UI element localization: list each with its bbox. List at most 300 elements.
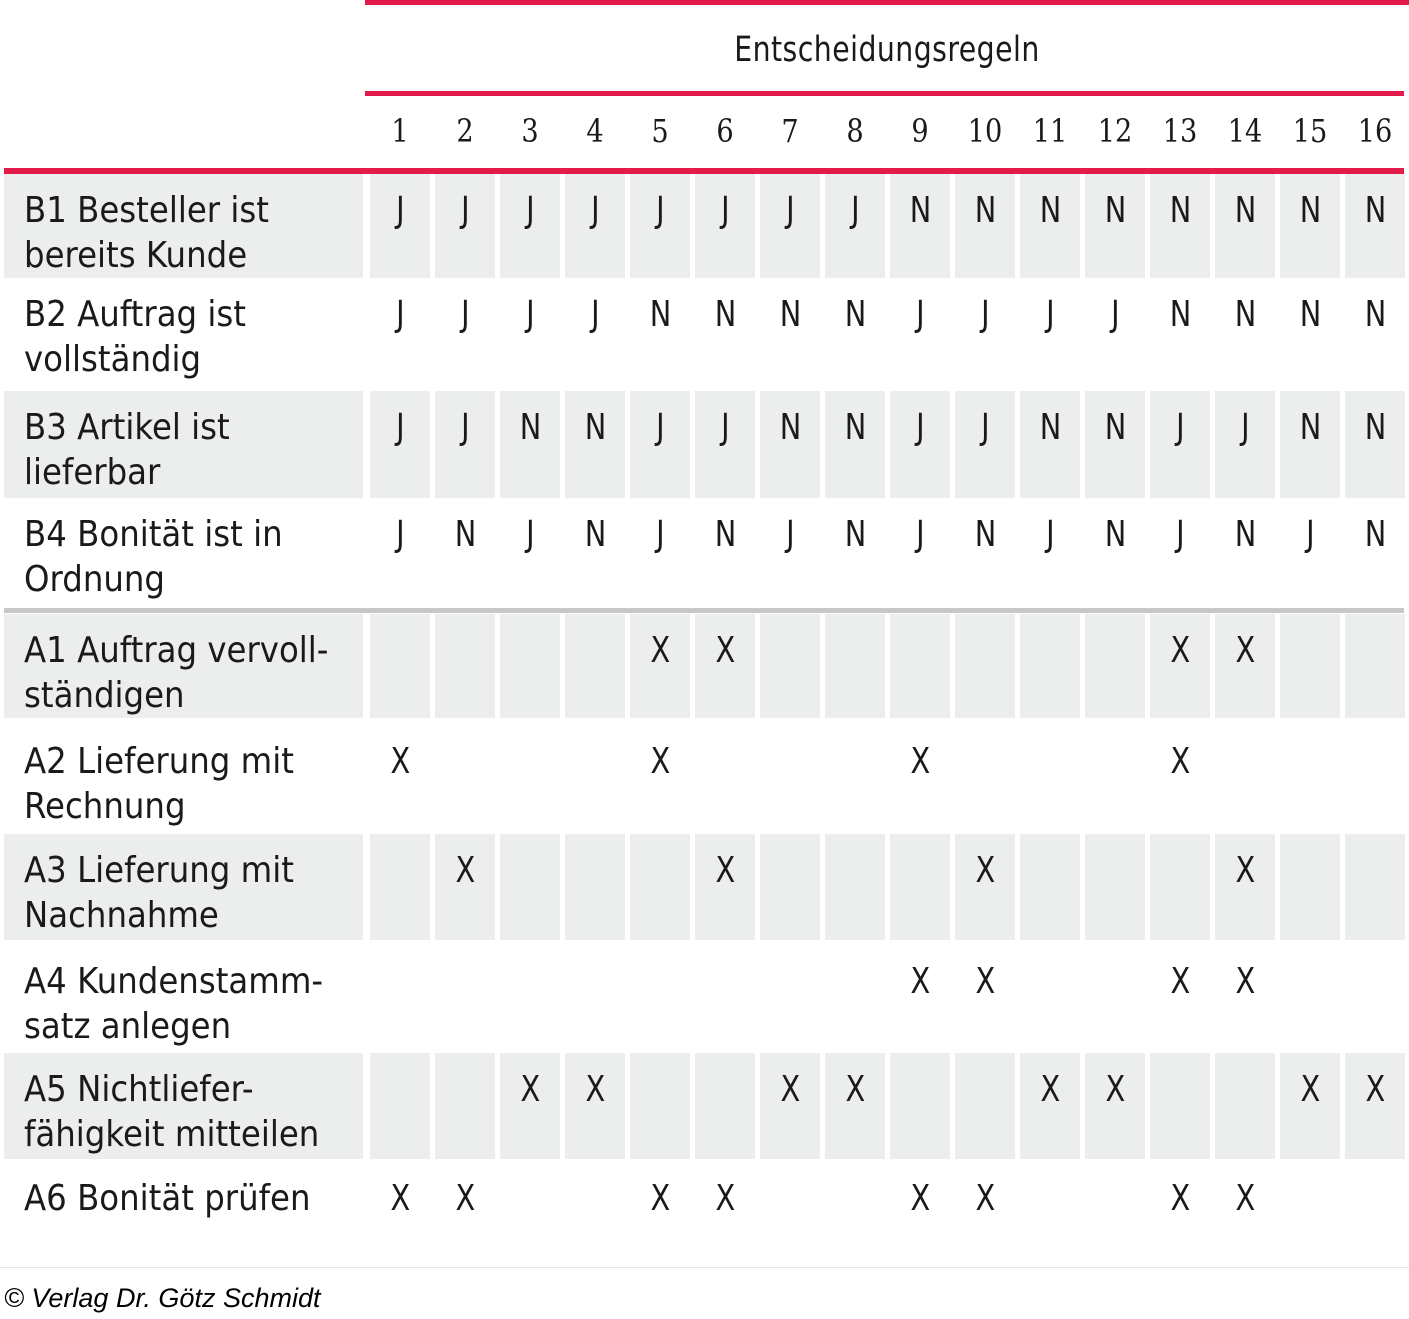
rule-cell-11 bbox=[1020, 1162, 1080, 1270]
rule-cell-8 bbox=[825, 278, 885, 388]
row-label-cell bbox=[4, 725, 363, 833]
cell-value: J bbox=[655, 514, 665, 555]
rule-cell-16 bbox=[1345, 725, 1405, 833]
rule-cell-2 bbox=[435, 614, 495, 718]
rule-cell-4 bbox=[565, 945, 625, 1052]
cell-value: J bbox=[1305, 514, 1315, 555]
rule-cell-4 bbox=[565, 725, 625, 833]
rule-cell-12 bbox=[1085, 1162, 1145, 1270]
rule-cell-14 bbox=[1215, 1162, 1275, 1270]
cell-value: N bbox=[1364, 407, 1386, 448]
condition-row-b4 bbox=[4, 498, 1404, 608]
rule-cell-11 bbox=[1020, 1053, 1080, 1159]
cell-value: J bbox=[460, 190, 470, 231]
rule-cell-7 bbox=[760, 834, 820, 940]
row-label-cell bbox=[4, 945, 363, 1052]
rule-cell-13 bbox=[1150, 834, 1210, 940]
rule-number-5: 5 bbox=[651, 112, 669, 150]
rule-cell-12 bbox=[1085, 174, 1145, 278]
cell-value: X bbox=[1170, 630, 1190, 671]
cell-value: X bbox=[390, 1178, 410, 1219]
rule-cell-8 bbox=[825, 498, 885, 608]
footer-divider bbox=[0, 1267, 1409, 1268]
row-label-cell bbox=[4, 1053, 363, 1159]
cell-value: J bbox=[1110, 294, 1120, 335]
rule-cell-13 bbox=[1150, 725, 1210, 833]
rule-number-3: 3 bbox=[521, 112, 539, 150]
rule-cell-5 bbox=[630, 278, 690, 388]
cell-value: J bbox=[590, 294, 600, 335]
rule-cell-1 bbox=[370, 1162, 430, 1270]
rule-cell-2 bbox=[435, 174, 495, 278]
rule-number-8: 8 bbox=[846, 112, 864, 150]
rule-cell-8 bbox=[825, 834, 885, 940]
rule-cell-6 bbox=[695, 725, 755, 833]
cell-value: X bbox=[520, 1069, 540, 1110]
cell-value: X bbox=[650, 741, 670, 782]
rule-cell-1 bbox=[370, 498, 430, 608]
rule-cell-11 bbox=[1020, 725, 1080, 833]
rule-cell-6 bbox=[695, 498, 755, 608]
cell-value: J bbox=[1175, 514, 1185, 555]
rule-cell-4 bbox=[565, 498, 625, 608]
rule-cell-9 bbox=[890, 391, 950, 498]
rule-cell-16 bbox=[1345, 945, 1405, 1052]
rule-cell-15 bbox=[1280, 614, 1340, 718]
rule-cell-12 bbox=[1085, 278, 1145, 388]
row-label: B2 Auftrag ist vollständig bbox=[24, 294, 247, 380]
cell-value: N bbox=[1364, 514, 1386, 555]
rule-number-13: 13 bbox=[1162, 112, 1198, 150]
cell-value: N bbox=[1234, 514, 1256, 555]
action-row-a4 bbox=[4, 945, 1404, 1052]
row-label: A3 Lieferung mit Nachnahme bbox=[24, 850, 294, 936]
cell-value: X bbox=[910, 1178, 930, 1219]
rule-cell-1 bbox=[370, 725, 430, 833]
rule-cell-14 bbox=[1215, 1053, 1275, 1159]
rule-cell-13 bbox=[1150, 391, 1210, 498]
rule-cell-3 bbox=[500, 391, 560, 498]
cell-value: X bbox=[910, 961, 930, 1002]
rule-cell-11 bbox=[1020, 614, 1080, 718]
rule-cell-3 bbox=[500, 725, 560, 833]
rule-cell-7 bbox=[760, 725, 820, 833]
rule-cell-13 bbox=[1150, 498, 1210, 608]
rule-cell-12 bbox=[1085, 391, 1145, 498]
rule-cell-11 bbox=[1020, 498, 1080, 608]
rule-cell-14 bbox=[1215, 614, 1275, 718]
cell-value: N bbox=[779, 294, 801, 335]
rule-cell-5 bbox=[630, 174, 690, 278]
rule-cell-3 bbox=[500, 834, 560, 940]
rule-cell-15 bbox=[1280, 945, 1340, 1052]
cell-value: N bbox=[1169, 190, 1191, 231]
rule-cell-14 bbox=[1215, 945, 1275, 1052]
cell-value: X bbox=[1235, 1178, 1255, 1219]
rule-cell-3 bbox=[500, 1053, 560, 1159]
cell-value: J bbox=[850, 190, 860, 231]
cell-value: J bbox=[720, 190, 730, 231]
rule-cell-3 bbox=[500, 174, 560, 278]
rule-cell-15 bbox=[1280, 278, 1340, 388]
cell-value: N bbox=[1104, 190, 1126, 231]
rule-cell-16 bbox=[1345, 278, 1405, 388]
cell-value: J bbox=[395, 514, 405, 555]
cell-value: N bbox=[974, 190, 996, 231]
rule-cell-5 bbox=[630, 498, 690, 608]
cell-value: N bbox=[1364, 190, 1386, 231]
rule-cell-5 bbox=[630, 614, 690, 718]
rule-cell-5 bbox=[630, 725, 690, 833]
cell-value: N bbox=[1104, 407, 1126, 448]
row-label-cell bbox=[4, 498, 363, 608]
rule-cell-2 bbox=[435, 1162, 495, 1270]
rule-number-2: 2 bbox=[456, 112, 474, 150]
action-row-a6 bbox=[4, 1162, 1404, 1270]
cell-value: X bbox=[975, 1178, 995, 1219]
rule-cell-4 bbox=[565, 834, 625, 940]
rule-cell-13 bbox=[1150, 174, 1210, 278]
rule-cell-15 bbox=[1280, 725, 1340, 833]
rule-cell-16 bbox=[1345, 614, 1405, 718]
rule-cell-11 bbox=[1020, 945, 1080, 1052]
condition-row-b2 bbox=[4, 278, 1404, 388]
rule-cell-1 bbox=[370, 278, 430, 388]
row-label: B3 Artikel ist lieferbar bbox=[24, 407, 230, 493]
cell-value: J bbox=[460, 294, 470, 335]
rule-cell-10 bbox=[955, 278, 1015, 388]
cell-value: X bbox=[1235, 850, 1255, 891]
cell-value: N bbox=[714, 294, 736, 335]
rule-cell-15 bbox=[1280, 1162, 1340, 1270]
rule-cell-3 bbox=[500, 278, 560, 388]
header-mid-rule bbox=[365, 91, 1404, 96]
row-label-cell bbox=[4, 174, 363, 278]
rule-cell-9 bbox=[890, 1162, 950, 1270]
cell-value: N bbox=[714, 514, 736, 555]
rule-cell-16 bbox=[1345, 498, 1405, 608]
rule-cell-2 bbox=[435, 945, 495, 1052]
row-label: A6 Bonität prüfen bbox=[24, 1178, 311, 1219]
rule-number-14: 14 bbox=[1227, 112, 1263, 150]
rule-cell-5 bbox=[630, 391, 690, 498]
rule-cell-8 bbox=[825, 174, 885, 278]
rule-cell-7 bbox=[760, 391, 820, 498]
rule-cell-15 bbox=[1280, 834, 1340, 940]
cell-value: X bbox=[650, 1178, 670, 1219]
rule-cell-5 bbox=[630, 1053, 690, 1159]
rule-cell-16 bbox=[1345, 1162, 1405, 1270]
rule-cell-4 bbox=[565, 391, 625, 498]
rule-cell-10 bbox=[955, 1053, 1015, 1159]
rule-cell-13 bbox=[1150, 614, 1210, 718]
cell-value: N bbox=[1299, 190, 1321, 231]
cell-value: N bbox=[1299, 294, 1321, 335]
rule-cell-14 bbox=[1215, 278, 1275, 388]
row-label-cell bbox=[4, 278, 363, 388]
row-label-cell bbox=[4, 391, 363, 498]
cell-value: N bbox=[1039, 407, 1061, 448]
rule-cell-15 bbox=[1280, 391, 1340, 498]
rule-cell-15 bbox=[1280, 498, 1340, 608]
rule-cell-16 bbox=[1345, 834, 1405, 940]
row-label: A2 Lieferung mit Rechnung bbox=[24, 741, 294, 827]
cell-value: J bbox=[785, 514, 795, 555]
rule-cell-7 bbox=[760, 278, 820, 388]
action-row-a3 bbox=[4, 834, 1404, 940]
rule-cell-4 bbox=[565, 278, 625, 388]
rule-cell-9 bbox=[890, 614, 950, 718]
rule-cell-10 bbox=[955, 174, 1015, 278]
rule-cell-14 bbox=[1215, 174, 1275, 278]
rule-cell-14 bbox=[1215, 725, 1275, 833]
rule-cell-2 bbox=[435, 278, 495, 388]
rule-cell-9 bbox=[890, 834, 950, 940]
rule-cell-7 bbox=[760, 1053, 820, 1159]
cell-value: N bbox=[844, 514, 866, 555]
cell-value: X bbox=[455, 850, 475, 891]
action-row-a1 bbox=[4, 614, 1404, 718]
rule-cell-12 bbox=[1085, 945, 1145, 1052]
rule-cell-14 bbox=[1215, 498, 1275, 608]
cell-value: J bbox=[525, 514, 535, 555]
row-label-cell bbox=[4, 614, 363, 718]
cell-value: N bbox=[1234, 294, 1256, 335]
cell-value: J bbox=[525, 190, 535, 231]
rule-cell-1 bbox=[370, 391, 430, 498]
rule-cell-9 bbox=[890, 498, 950, 608]
rule-cell-10 bbox=[955, 1162, 1015, 1270]
rule-cell-11 bbox=[1020, 174, 1080, 278]
rule-cell-4 bbox=[565, 614, 625, 718]
cell-value: J bbox=[915, 407, 925, 448]
rule-cell-8 bbox=[825, 614, 885, 718]
cell-value: N bbox=[779, 407, 801, 448]
rule-cell-14 bbox=[1215, 834, 1275, 940]
cell-value: N bbox=[649, 294, 671, 335]
row-label: B4 Bonität ist in Ordnung bbox=[24, 514, 283, 600]
cell-value: X bbox=[1365, 1069, 1385, 1110]
rule-number-4: 4 bbox=[586, 112, 604, 150]
rule-cell-6 bbox=[695, 614, 755, 718]
rule-cell-3 bbox=[500, 945, 560, 1052]
rule-cell-10 bbox=[955, 391, 1015, 498]
rule-cell-4 bbox=[565, 1162, 625, 1270]
condition-row-b3 bbox=[4, 391, 1404, 498]
rule-cell-2 bbox=[435, 391, 495, 498]
cell-value: X bbox=[1170, 1178, 1190, 1219]
cell-value: N bbox=[844, 407, 866, 448]
rule-number-15: 15 bbox=[1292, 112, 1328, 150]
rule-cell-5 bbox=[630, 945, 690, 1052]
cell-value: X bbox=[715, 630, 735, 671]
rule-cell-6 bbox=[695, 1162, 755, 1270]
cell-value: X bbox=[1235, 630, 1255, 671]
rule-cell-1 bbox=[370, 614, 430, 718]
cell-value: J bbox=[655, 190, 665, 231]
cell-value: J bbox=[785, 190, 795, 231]
rule-cell-6 bbox=[695, 1053, 755, 1159]
cell-value: J bbox=[720, 407, 730, 448]
cell-value: J bbox=[1045, 294, 1055, 335]
rule-cell-15 bbox=[1280, 1053, 1340, 1159]
cell-value: X bbox=[845, 1069, 865, 1110]
cell-value: X bbox=[910, 741, 930, 782]
row-label: A5 Nichtliefer- fähigkeit mitteilen bbox=[24, 1069, 320, 1155]
rule-number-9: 9 bbox=[911, 112, 929, 150]
rule-cell-4 bbox=[565, 174, 625, 278]
cell-value: N bbox=[519, 407, 541, 448]
rule-cell-11 bbox=[1020, 391, 1080, 498]
cell-value: N bbox=[1104, 514, 1126, 555]
rule-cell-4 bbox=[565, 1053, 625, 1159]
rule-cell-8 bbox=[825, 725, 885, 833]
cell-value: X bbox=[715, 1178, 735, 1219]
rule-number-11: 11 bbox=[1032, 112, 1068, 150]
cell-value: N bbox=[1039, 190, 1061, 231]
condition-row-b1 bbox=[4, 174, 1404, 278]
rule-cell-9 bbox=[890, 174, 950, 278]
rule-cell-13 bbox=[1150, 1162, 1210, 1270]
rule-cell-7 bbox=[760, 614, 820, 718]
rule-cell-7 bbox=[760, 945, 820, 1052]
rule-cell-5 bbox=[630, 834, 690, 940]
rule-cell-2 bbox=[435, 834, 495, 940]
rule-cell-11 bbox=[1020, 278, 1080, 388]
rule-cell-12 bbox=[1085, 725, 1145, 833]
rule-cell-12 bbox=[1085, 614, 1145, 718]
rule-cell-16 bbox=[1345, 391, 1405, 498]
rule-cell-10 bbox=[955, 834, 1015, 940]
cell-value: J bbox=[395, 190, 405, 231]
cell-value: J bbox=[1045, 514, 1055, 555]
rule-number-7: 7 bbox=[781, 112, 799, 150]
rule-number-1: 1 bbox=[391, 112, 409, 150]
cell-value: X bbox=[1235, 961, 1255, 1002]
rule-cell-8 bbox=[825, 945, 885, 1052]
rule-cell-6 bbox=[695, 945, 755, 1052]
cell-value: X bbox=[1040, 1069, 1060, 1110]
rule-cell-5 bbox=[630, 1162, 690, 1270]
row-label: A1 Auftrag vervoll- ständigen bbox=[24, 630, 329, 716]
rule-cell-9 bbox=[890, 278, 950, 388]
rule-cell-14 bbox=[1215, 391, 1275, 498]
cell-value: J bbox=[395, 407, 405, 448]
row-label: A4 Kundenstamm- satz anlegen bbox=[24, 961, 324, 1047]
action-row-a5 bbox=[4, 1053, 1404, 1159]
rule-cell-2 bbox=[435, 498, 495, 608]
cell-value: X bbox=[1170, 741, 1190, 782]
cell-value: J bbox=[1240, 407, 1250, 448]
rule-cell-11 bbox=[1020, 834, 1080, 940]
cell-value: X bbox=[585, 1069, 605, 1110]
cell-value: N bbox=[584, 407, 606, 448]
cell-value: N bbox=[1234, 190, 1256, 231]
rule-cell-10 bbox=[955, 498, 1015, 608]
rule-cell-13 bbox=[1150, 945, 1210, 1052]
cell-value: J bbox=[395, 294, 405, 335]
cell-value: X bbox=[1170, 961, 1190, 1002]
cell-value: J bbox=[460, 407, 470, 448]
cell-value: X bbox=[455, 1178, 475, 1219]
rule-cell-2 bbox=[435, 725, 495, 833]
cell-value: X bbox=[975, 961, 995, 1002]
rule-cell-1 bbox=[370, 1053, 430, 1159]
rule-cell-6 bbox=[695, 834, 755, 940]
rule-cell-16 bbox=[1345, 1053, 1405, 1159]
cell-value: J bbox=[915, 294, 925, 335]
cell-value: N bbox=[1364, 294, 1386, 335]
cell-value: N bbox=[1299, 407, 1321, 448]
rule-cell-10 bbox=[955, 614, 1015, 718]
rule-cell-2 bbox=[435, 1053, 495, 1159]
rule-cell-13 bbox=[1150, 1053, 1210, 1159]
rule-cell-7 bbox=[760, 498, 820, 608]
rule-cell-9 bbox=[890, 945, 950, 1052]
rule-number-10: 10 bbox=[967, 112, 1003, 150]
rule-number-12: 12 bbox=[1097, 112, 1133, 150]
rule-cell-9 bbox=[890, 1053, 950, 1159]
rule-cell-12 bbox=[1085, 1053, 1145, 1159]
cell-value: X bbox=[715, 850, 735, 891]
rule-number-16: 16 bbox=[1357, 112, 1393, 150]
rule-cell-7 bbox=[760, 1162, 820, 1270]
rule-cell-7 bbox=[760, 174, 820, 278]
cell-value: J bbox=[525, 294, 535, 335]
rule-cell-6 bbox=[695, 174, 755, 278]
row-label-cell bbox=[4, 1162, 363, 1270]
cell-value: J bbox=[1175, 407, 1185, 448]
cell-value: N bbox=[454, 514, 476, 555]
cell-value: J bbox=[980, 407, 990, 448]
header-top-rule bbox=[365, 0, 1409, 5]
rule-cell-3 bbox=[500, 614, 560, 718]
rule-cell-1 bbox=[370, 834, 430, 940]
cell-value: X bbox=[1300, 1069, 1320, 1110]
rule-cell-3 bbox=[500, 498, 560, 608]
cell-value: N bbox=[974, 514, 996, 555]
rule-cell-8 bbox=[825, 391, 885, 498]
row-label: B1 Besteller ist bereits Kunde bbox=[24, 190, 269, 276]
cell-value: J bbox=[655, 407, 665, 448]
cell-value: X bbox=[650, 630, 670, 671]
rule-cell-1 bbox=[370, 945, 430, 1052]
rule-cell-8 bbox=[825, 1053, 885, 1159]
rule-cell-16 bbox=[1345, 174, 1405, 278]
rule-cell-6 bbox=[695, 391, 755, 498]
action-row-a2 bbox=[4, 725, 1404, 833]
cell-value: J bbox=[980, 294, 990, 335]
row-label-cell bbox=[4, 834, 363, 940]
rule-cell-12 bbox=[1085, 498, 1145, 608]
cell-value: X bbox=[1105, 1069, 1125, 1110]
cell-value: N bbox=[844, 294, 866, 335]
cell-value: X bbox=[780, 1069, 800, 1110]
cell-value: X bbox=[390, 741, 410, 782]
rule-cell-6 bbox=[695, 278, 755, 388]
rule-cell-12 bbox=[1085, 834, 1145, 940]
rule-cell-1 bbox=[370, 174, 430, 278]
cell-value: J bbox=[590, 190, 600, 231]
rule-number-6: 6 bbox=[716, 112, 734, 150]
cell-value: N bbox=[1169, 294, 1191, 335]
rule-cell-8 bbox=[825, 1162, 885, 1270]
copyright-notice: © Verlag Dr. Götz Schmidt bbox=[4, 1283, 321, 1313]
group-header-title: Entscheidungsregeln bbox=[734, 30, 1040, 70]
cell-value: N bbox=[584, 514, 606, 555]
rule-cell-3 bbox=[500, 1162, 560, 1270]
conditions-actions-separator bbox=[4, 608, 1404, 613]
